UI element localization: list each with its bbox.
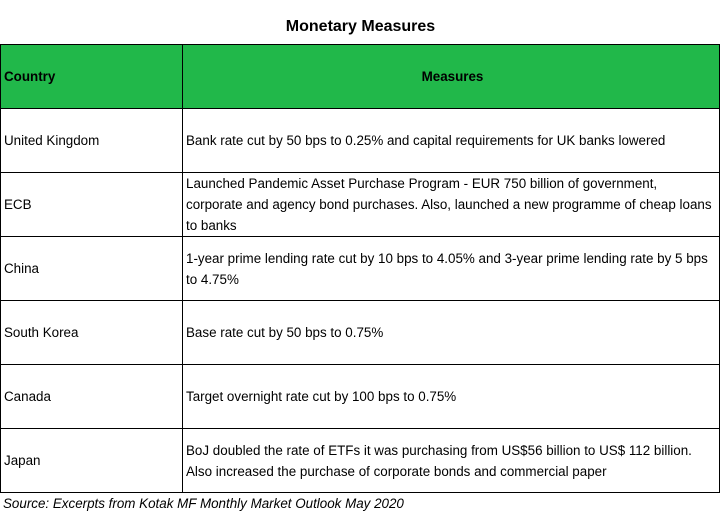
source-note: Source: Excerpts from Kotak MF Monthly Market Outlook May 2020 — [3, 496, 404, 511]
table-row — [1, 365, 720, 429]
table-row — [1, 301, 720, 365]
table-row — [1, 173, 720, 237]
country-cell: ECB — [1, 173, 183, 237]
country-cell: South Korea — [1, 301, 183, 365]
column-header-measures: Measures — [183, 45, 720, 109]
monetary-measures-table — [0, 44, 720, 493]
country-cell: United Kingdom — [1, 109, 183, 173]
table-row — [1, 429, 720, 493]
measure-cell: Base rate cut by 50 bps to 0.75% — [183, 301, 720, 365]
table-row — [1, 237, 720, 301]
country-cell: Japan — [1, 429, 183, 493]
measure-cell: Bank rate cut by 50 bps to 0.25% and capital requirements for UK banks lowered — [183, 109, 720, 173]
column-header-country: Country — [1, 45, 183, 109]
table-row — [1, 109, 720, 173]
page-title: Monetary Measures — [285, 18, 436, 35]
table-header-row — [1, 45, 720, 109]
measure-cell: Launched Pandemic Asset Purchase Program - EUR 750 billion of government, corporate and agency bond purchases. Also, launched a new programme of cheap loans to banks — [183, 173, 720, 237]
country-cell: Canada — [1, 365, 183, 429]
measure-cell: 1-year prime lending rate cut by 10 bps to 4.05% and 3-year prime lending rate by 5 bps to 4.75% — [183, 237, 720, 301]
measure-cell: BoJ doubled the rate of ETFs it was purchasing from US$56 billion to US$ 112 billion. Also increased the purchase of corporate bonds and commercial paper — [183, 429, 720, 493]
measure-cell: Target overnight rate cut by 100 bps to 0.75% — [183, 365, 720, 429]
country-cell: China — [1, 237, 183, 301]
